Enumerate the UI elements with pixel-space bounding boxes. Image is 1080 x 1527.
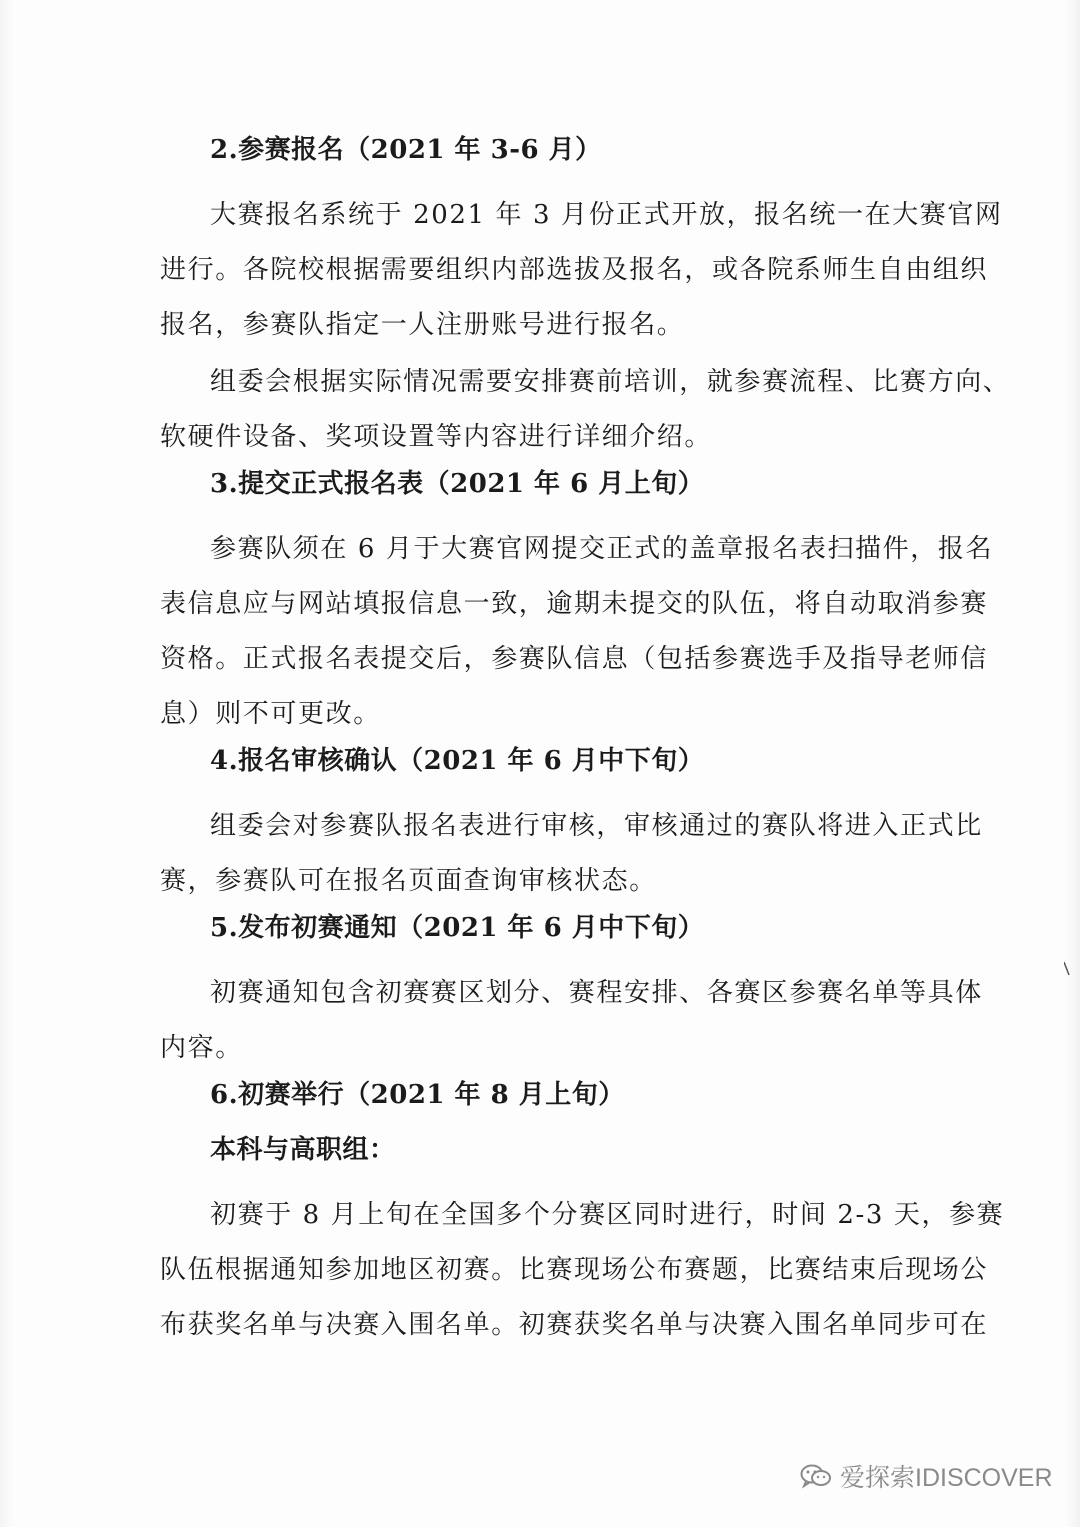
- paragraph-line: 息）则不可更改。: [160, 699, 381, 729]
- paragraph-line: 软硬件设备、奖项设置等内容进行详细介绍。: [160, 422, 713, 452]
- paragraph-line: 初赛于 8 月上旬在全国多个分赛区同时进行，时间 2-3 天，参赛: [210, 1200, 1005, 1230]
- section-heading: 5.发布初赛通知（2021 年 6 月中下旬）: [210, 913, 705, 943]
- paragraph-line: 参赛队须在 6 月于大赛官网提交正式的盖章报名表扫描件，报名: [210, 534, 994, 564]
- section-heading: 6.初赛举行（2021 年 8 月上旬）: [210, 1080, 625, 1110]
- paragraph-line: 大赛报名系统于 2021 年 3 月份正式开放，报名统一在大赛官网: [210, 200, 1003, 230]
- watermark-text: 爱探索IDISCOVER: [840, 1464, 1053, 1492]
- section-heading: 3.提交正式报名表（2021 年 6 月上旬）: [210, 469, 705, 499]
- wechat-icon: [800, 1463, 832, 1489]
- watermark: [800, 1458, 1053, 1494]
- paragraph-line: 队伍根据通知参加地区初赛。比赛现场公布赛题，比赛结束后现场公: [160, 1255, 989, 1285]
- paragraph: [160, 966, 983, 1076]
- paragraph-line: 组委会根据实际情况需要安排赛前培训，就参赛流程、比赛方向、: [210, 367, 1011, 397]
- paragraph-line: 初赛通知包含初赛赛区划分、赛程安排、各赛区参赛名单等具体: [210, 978, 983, 1008]
- paragraph: [160, 1188, 1005, 1353]
- scan-edge-mark: [1064, 962, 1070, 976]
- paragraph-line: 布获奖名单与决赛入围名单。初赛获奖名单与决赛入围名单同步可在: [160, 1310, 989, 1340]
- paragraph-line: 内容。: [160, 1033, 243, 1063]
- paragraph: [160, 799, 983, 909]
- paragraph-line: 进行。各院校根据需要组织内部选拔及报名，或各院系师生自由组织: [160, 255, 989, 285]
- document-body: [160, 133, 1011, 1355]
- paragraph-line: 赛，参赛队可在报名页面查询审核状态。: [160, 866, 657, 896]
- paragraph-line: 报名，参赛队指定一人注册账号进行报名。: [160, 310, 685, 340]
- paragraph: [160, 522, 994, 742]
- section-heading: 2.参赛报名（2021 年 3-6 月）: [210, 135, 602, 165]
- section-subheading: 本科与高职组：: [210, 1135, 396, 1165]
- paragraph-line: 表信息应与网站填报信息一致，逾期未提交的队伍，将自动取消参赛: [160, 589, 989, 619]
- paragraph: [160, 188, 1003, 353]
- section-heading: 4.报名审核确认（2021 年 6 月中下旬）: [210, 746, 705, 776]
- paragraph: [160, 355, 1011, 465]
- paragraph-line: 组委会对参赛队报名表进行审核，审核通过的赛队将进入正式比: [210, 811, 983, 841]
- paragraph-line: 资格。正式报名表提交后，参赛队信息（包括参赛选手及指导老师信: [160, 644, 989, 674]
